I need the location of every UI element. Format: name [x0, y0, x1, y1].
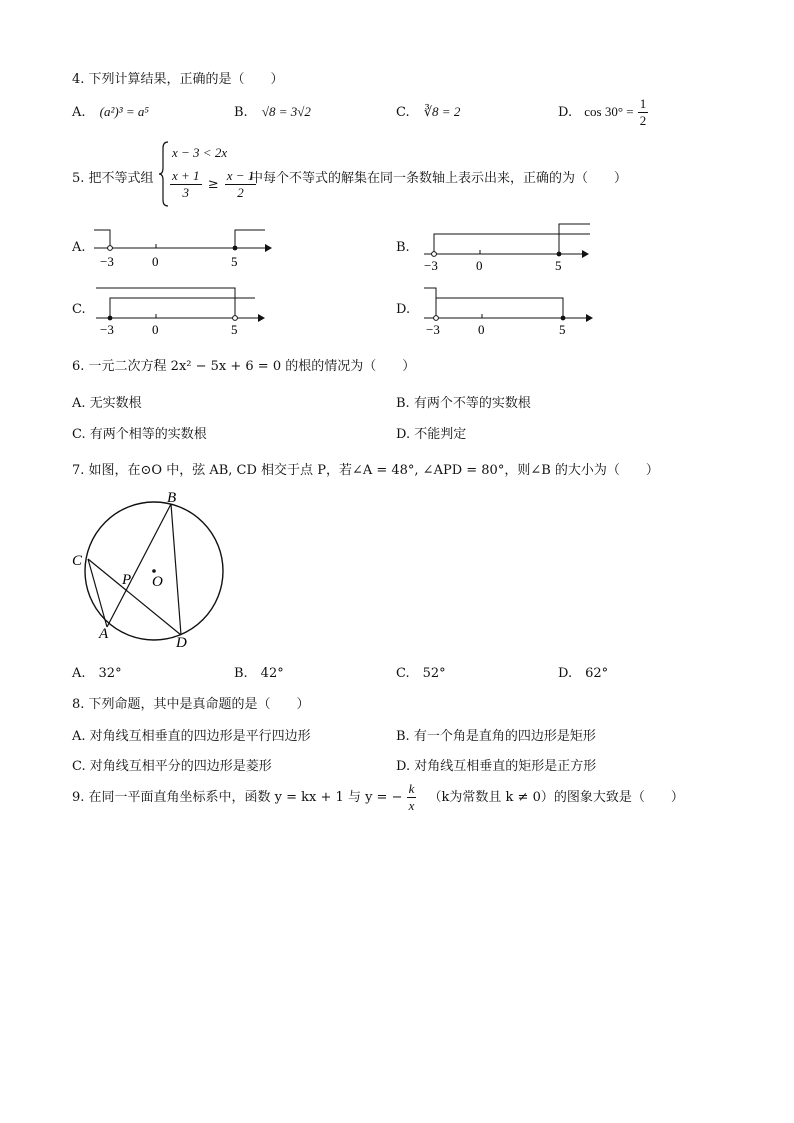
q6-option-d: D. 不能判定: [396, 427, 467, 442]
point-label-a: A: [99, 626, 109, 642]
q9-stem-post: （k为常数且 k ≠ 0）的图象大致是（ ）: [428, 790, 684, 805]
point-label-d: D: [176, 635, 187, 651]
q4-option-c-label: C.: [396, 105, 410, 120]
q5-inequality-1: x − 3 < 2x: [172, 145, 228, 160]
q4-option-c: [396, 104, 460, 120]
tick-label-neg3: −3: [100, 322, 114, 334]
tick-label-5: 5: [231, 254, 238, 269]
q7-option-b: B. 42°: [234, 666, 284, 681]
q7-option-a: A. 32°: [72, 666, 122, 681]
q5-stem-tail: 中每个不等式的解集在同一条数轴上表示出来，正确的为（ ）: [250, 171, 628, 186]
tick-label-0: 0: [152, 322, 159, 334]
q5-fraction-1: $\frac{x + 1}{3}$: [172, 168, 200, 200]
q4-option-a-label: A.: [72, 105, 86, 120]
q4-option-b-expr: √8 = 3√2: [261, 104, 311, 119]
q6-option-c: C. 有两个相等的实数根: [72, 427, 207, 442]
tick-label-5: 5: [559, 322, 566, 334]
q5-option-c-label: C.: [72, 302, 86, 317]
q4-option-d-label: D.: [558, 105, 573, 120]
point-label-b: B: [167, 490, 177, 506]
q9-fraction: $\frac{k}{x}$: [408, 781, 415, 813]
q5-number-line-c: [90, 282, 275, 334]
q5-fraction-2: $\frac{x - 1}{2}$: [226, 168, 255, 200]
q5-option-d-label: D.: [396, 302, 411, 317]
q4-option-a-expr: (a²)³ = a⁵: [99, 104, 149, 119]
tick-label-neg3: −3: [100, 254, 114, 269]
tick-label-0: 0: [478, 322, 485, 334]
tick-label-neg3: −3: [424, 258, 438, 272]
tick-label-5: 5: [231, 322, 238, 334]
q5-number-line-d: [418, 282, 603, 334]
tick-label-0: 0: [476, 258, 483, 272]
q6-stem: 6. 一元二次方程 2x² − 5x + 6 = 0 的根的情况为（ ）: [72, 359, 416, 374]
q4-option-d: [558, 94, 648, 131]
q5-brace-icon: [158, 140, 170, 208]
q4-stem: 4. 下列计算结果，正确的是（ ）: [72, 72, 284, 87]
q4-option-b: [234, 104, 311, 120]
q5-stem-number: 5. 把不等式组: [72, 171, 154, 186]
q8-option-d: D. 对角线互相垂直的矩形是正方形: [396, 759, 597, 774]
q6-option-b: B. 有两个不等的实数根: [396, 396, 531, 411]
q8-option-c: C. 对角线互相平分的四边形是菱形: [72, 759, 272, 774]
q4-option-c-expr: ∛8 = 2: [423, 104, 461, 119]
tick-label-5: 5: [555, 258, 562, 272]
q7-stem: 7. 如图，在⊙O 中，弦 AB, CD 相交于点 P，若∠A = 48°, ∠APD = 80°，则∠B 的大小为（ ）: [72, 463, 659, 478]
q5-option-a-label: A.: [72, 240, 86, 255]
q8-option-a: A. 对角线互相垂直的四边形是平行四边形: [72, 729, 311, 744]
q7-option-d: D. 62°: [558, 666, 609, 681]
q5-inequality-2: $\frac{x + 1}{3}$ ≥ $\frac{x - 1}{2}$: [172, 168, 255, 200]
q9-stem: [72, 780, 684, 816]
q7-option-c: C. 52°: [396, 666, 446, 681]
q5-option-b-label: B.: [396, 240, 410, 255]
q7-circle-diagram: [66, 488, 226, 653]
point-label-o: O: [152, 574, 163, 590]
q4-option-a: [72, 104, 149, 120]
tick-label-neg3: −3: [426, 322, 440, 334]
q8-option-b: B. 有一个角是直角的四边形是矩形: [396, 729, 596, 744]
q4-option-d-expr: cos 30° =: [584, 104, 634, 119]
q4-option-b-label: B.: [234, 105, 248, 120]
q6-option-a: A. 无实数根: [72, 396, 142, 411]
point-label-c: C: [72, 553, 83, 569]
q4-option-d-fraction: $\frac{1}{2}$: [639, 96, 647, 128]
q9-stem-pre: 9. 在同一平面直角坐标系中，函数 y = kx + 1 与 y = −: [72, 790, 403, 805]
point-label-p: P: [122, 572, 132, 588]
tick-label-0: 0: [152, 254, 159, 269]
q5-number-line-b: [418, 220, 603, 272]
q8-stem: 8. 下列命题，其中是真命题的是（ ）: [72, 697, 310, 712]
q5-number-line-a: [90, 222, 275, 270]
